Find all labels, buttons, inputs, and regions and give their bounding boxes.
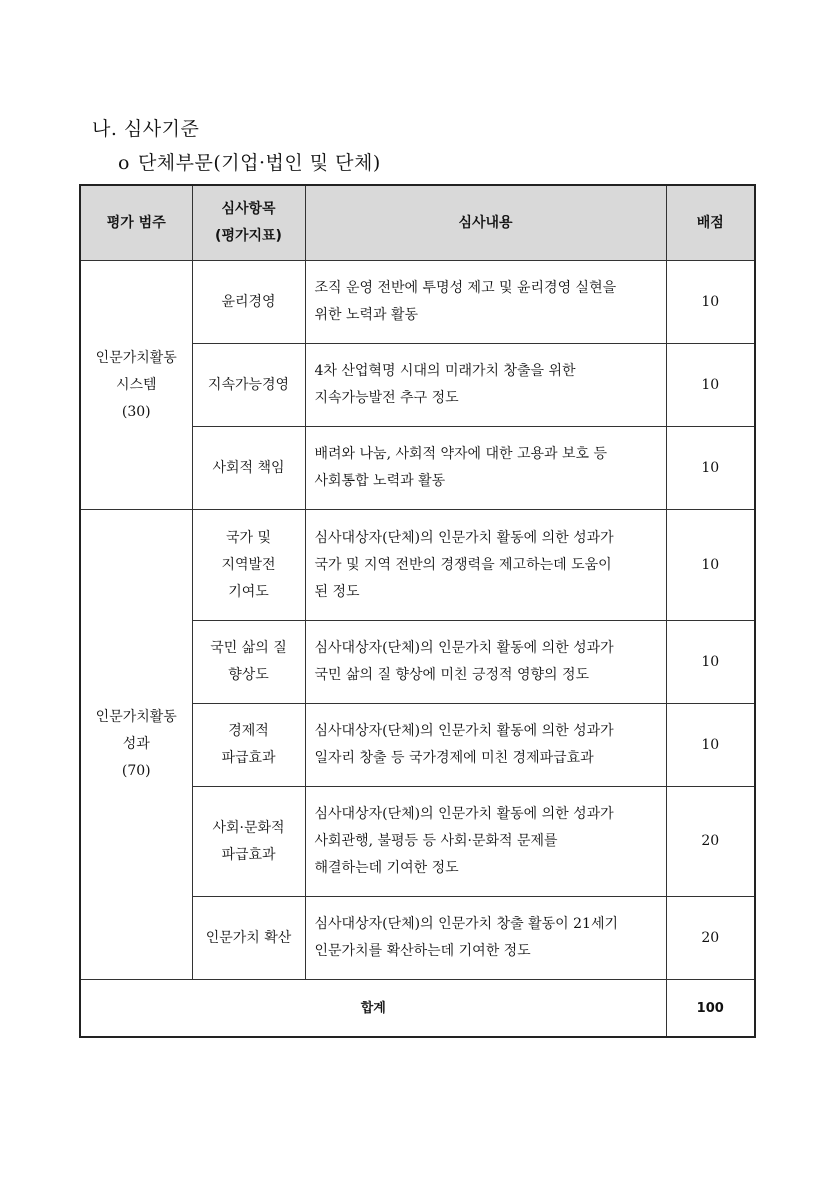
header-content: 심사내용 xyxy=(305,185,666,261)
item-cell: 사회·문화적 파급효과 xyxy=(192,787,305,897)
score-cell: 10 xyxy=(666,510,755,621)
score-cell: 20 xyxy=(666,897,755,980)
content-cell: 심사대상자(단체)의 인문가치 활동에 의한 성과가 국민 삶의 질 향상에 미친 긍정적 영향의 정도 xyxy=(305,621,666,704)
section-title: 나. 심사기준 xyxy=(92,118,200,140)
header-category: 평가 범주 xyxy=(80,185,192,261)
score-cell: 10 xyxy=(666,704,755,787)
subsection-title-text: 단체부문(기업·법인 및 단체) xyxy=(137,152,381,174)
total-row xyxy=(80,980,755,1038)
content-cell: 심사대상자(단체)의 인문가치 활동에 의한 성과가 일자리 창출 등 국가경제에 미친 경제파급효과 xyxy=(305,704,666,787)
item-cell: 경제적 파급효과 xyxy=(192,704,305,787)
score-cell: 10 xyxy=(666,261,755,344)
content-cell: 심사대상자(단체)의 인문가치 활동에 의한 성과가 국가 및 지역 전반의 경쟁력을 제고하는데 도움이 된 정도 xyxy=(305,510,666,621)
item-cell: 국가 및 지역발전 기여도 xyxy=(192,510,305,621)
item-cell: 인문가치 확산 xyxy=(192,897,305,980)
score-cell: 10 xyxy=(666,427,755,510)
item-cell: 사회적 책임 xyxy=(192,427,305,510)
category-cell: 인문가치활동 시스템 (30) xyxy=(80,261,192,510)
item-cell: 국민 삶의 질 향상도 xyxy=(192,621,305,704)
header-score: 배점 xyxy=(666,185,755,261)
content-cell: 심사대상자(단체)의 인문가치 활동에 의한 성과가 사회관행, 불평등 등 사회·문화적 문제를 해결하는데 기여한 정도 xyxy=(305,787,666,897)
category-cell: 인문가치활동 성과 (70) xyxy=(80,510,192,980)
content-cell: 조직 운영 전반에 투명성 제고 및 윤리경영 실현을 위한 노력과 활동 xyxy=(305,261,666,344)
total-label: 합계 xyxy=(80,980,666,1038)
table-row xyxy=(80,261,755,344)
content-cell: 배려와 나눔, 사회적 약자에 대한 고용과 보호 등 사회통합 노력과 활동 xyxy=(305,427,666,510)
criteria-table xyxy=(79,184,756,1038)
content-cell: 4차 산업혁명 시대의 미래가치 창출을 위한 지속가능발전 추구 정도 xyxy=(305,344,666,427)
table-header-row xyxy=(80,185,755,261)
item-cell: 윤리경영 xyxy=(192,261,305,344)
score-cell: 10 xyxy=(666,344,755,427)
circle-bullet-icon: o xyxy=(118,152,130,174)
score-cell: 10 xyxy=(666,621,755,704)
score-cell: 20 xyxy=(666,787,755,897)
content-cell: 심사대상자(단체)의 인문가치 창출 활동이 21세기 인문가치를 확산하는데 기여한 정도 xyxy=(305,897,666,980)
header-item: 심사항목 (평가지표) xyxy=(192,185,305,261)
table-row xyxy=(80,510,755,621)
item-cell: 지속가능경영 xyxy=(192,344,305,427)
total-score: 100 xyxy=(666,980,755,1038)
subsection-title xyxy=(118,148,381,175)
